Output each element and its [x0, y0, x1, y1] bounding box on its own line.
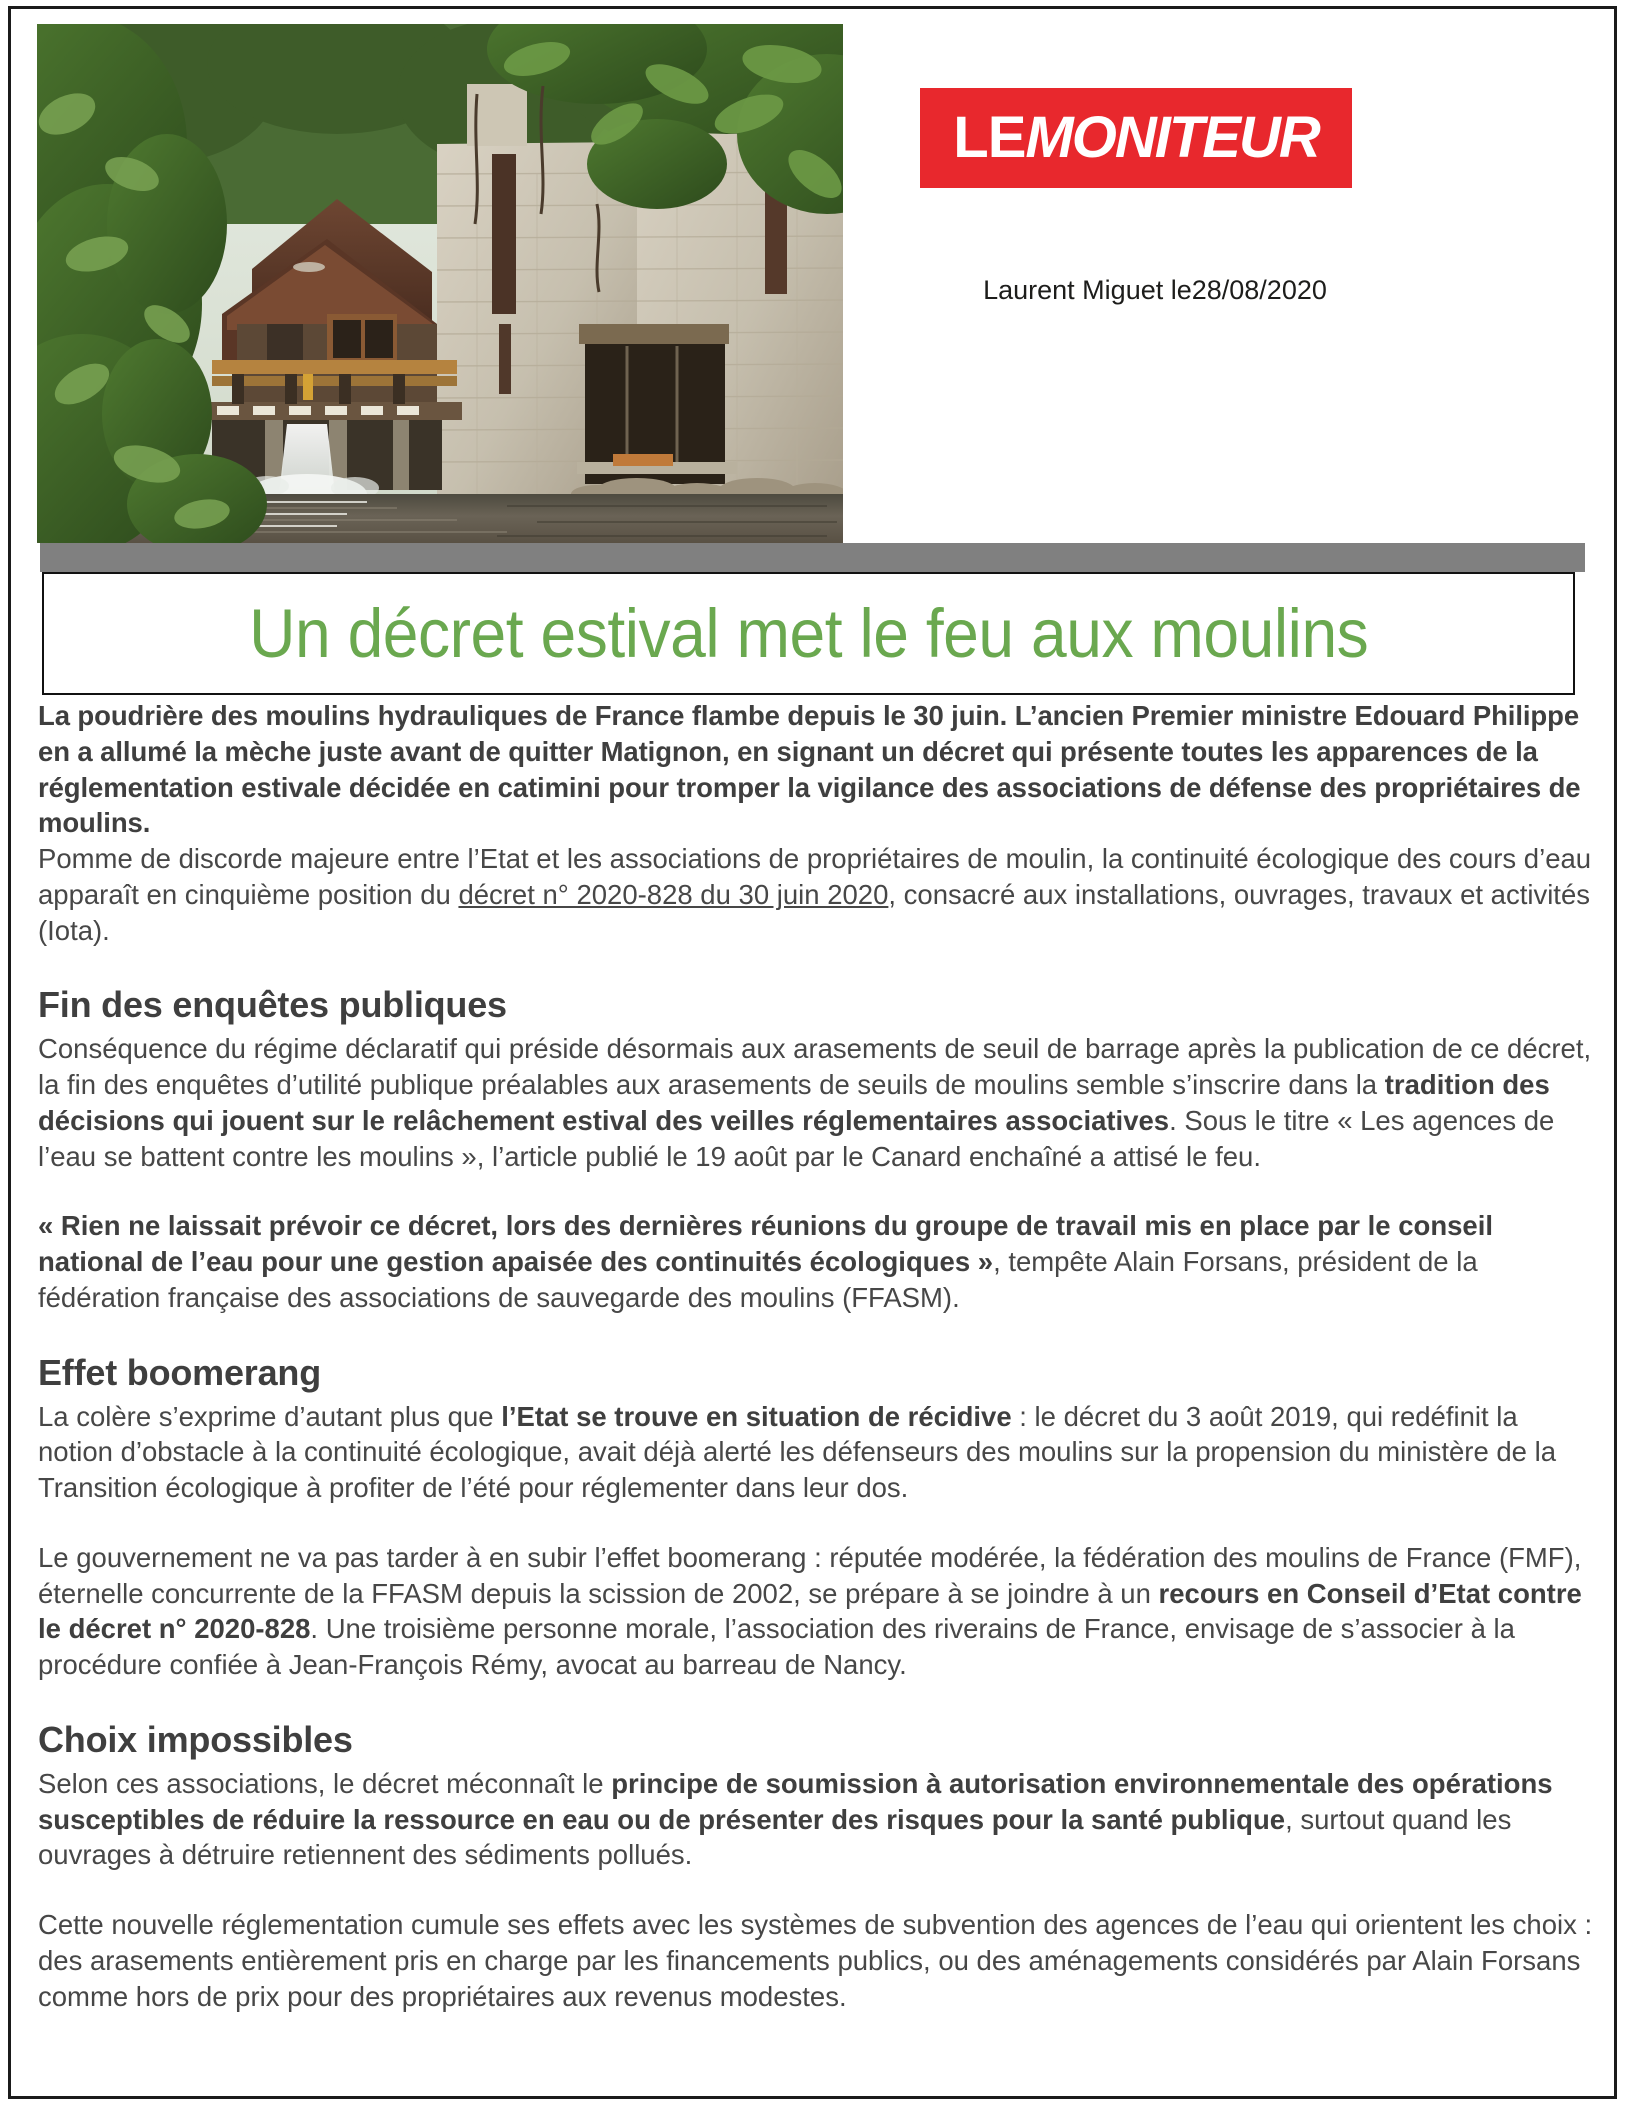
page-title: Un décret estival met le feu aux moulins	[248, 595, 1369, 672]
text-run-bold: « Rien ne laissait prévoir ce décret, lors des dernières réunions du groupe de travail mis en place par le conseil national de l’eau pour une gestion apaisée des continuités écologiques »	[38, 1210, 1493, 1277]
watermill-photo	[37, 24, 843, 543]
spacer	[38, 1174, 1594, 1208]
section-1-paragraph-1	[38, 1031, 1594, 1174]
decree-link[interactable]: décret n° 2020-828 du 30 juin 2020	[458, 878, 889, 910]
section-3-paragraph-1	[38, 1766, 1594, 1873]
intro-text-before-link: Pomme de discorde majeure entre l’Etat et les associations de propriétaires de moulin, la continuité écologique des cours d’eau apparaît en cinquième position du	[38, 843, 1592, 910]
spacer	[38, 1873, 1594, 1907]
section-3-paragraph-2: Cette nouvelle réglementation cumule ses effets avec les systèmes de subvention des agences de l’eau qui orientent les choix : des arasements entièrement pris en charge par les financements publics, ou des aménagements considérés par Alain Forsans comme hors de prix pour des propriétaires aux revenus modestes.	[38, 1909, 1593, 2012]
text-run: . Sous le titre « Les agences de l’eau se battent contre les moulins », l’article publié le 19 août par le Canard enchaîné a attisé le feu.	[38, 1104, 1555, 1172]
section-heading-3: Choix impossibles	[38, 1718, 353, 1760]
logo-text-part2: MONITEUR	[1025, 105, 1319, 170]
text-run: : le décret du 3 août 2019, qui redéfinit la notion d’obstacle à la continuité écologique, avait déjà alerté les défenseurs des moulins sur la propension du ministère de la Transition écologique à profiter de l’été pour réglementer dans leur dos.	[38, 1400, 1557, 1503]
text-run: , tempête Alain Forsans, président de la fédération française des associations de sauvegarde des moulins (FFASM).	[38, 1246, 1478, 1313]
header-gray-divider	[40, 543, 1585, 572]
article-intro-paragraph	[38, 841, 1594, 948]
text-run: Conséquence du régime déclaratif qui préside désormais aux arasements de seuil de barrage après la publication de ce décret, la fin des enquêtes d’utilité publique préalables aux arasements de seuils de moulins semble s’inscrire dans la	[38, 1033, 1592, 1100]
text-run: La colère s’exprime d’autant plus que	[38, 1400, 502, 1432]
section-2-paragraph-2	[38, 1540, 1594, 1683]
text-run-bold: tradition des décisions qui jouent sur le relâchement estival des veilles réglementaires associatives	[38, 1069, 1550, 1136]
section-2-paragraph-1	[38, 1399, 1594, 1506]
article-body	[38, 698, 1594, 2014]
spacer	[38, 1316, 1594, 1350]
intro-text-after-link: , consacré aux installations, ouvrages, travaux et activités (Iota).	[38, 878, 1590, 946]
logo-text	[953, 105, 1319, 170]
text-run-bold: principe de soumission à autorisation environnementale des opérations susceptibles de réduire la ressource en eau ou de présenter des risques pour la santé publique	[38, 1767, 1553, 1835]
section-1-paragraph-2	[38, 1208, 1594, 1315]
section-heading-1: Fin des enquêtes publiques	[38, 984, 507, 1026]
spacer	[38, 948, 1594, 982]
byline: Laurent Miguet le28/08/2020	[983, 275, 1327, 305]
section-heading-2: Effet boomerang	[38, 1351, 322, 1393]
logo-red-box	[920, 88, 1352, 188]
text-run-bold: recours en Conseil d’Etat contre le décret n° 2020-828	[38, 1577, 1582, 1645]
spacer	[38, 1683, 1594, 1717]
spacer	[38, 1506, 1594, 1540]
text-run: Selon ces associations, le décret méconnaît le	[38, 1767, 612, 1799]
text-run: Le gouvernement ne va pas tarder à en subir l’effet boomerang : réputée modérée, la fédération des moulins de France (FMF), éternelle concurrente de la FFASM depuis la scission de 2002, se prépare à se joindre à un	[38, 1541, 1582, 1609]
text-run: , surtout quand les ouvrages à détruire retiennent des sédiments pollués.	[38, 1803, 1512, 1871]
article-lead: La poudrière des moulins hydrauliques de France flambe depuis le 30 juin. L’ancien Premier ministre Edouard Philippe en a allumé la mèche juste avant de quitter Matignon, en signant un décret qui présente toutes les apparences de la réglementation estivale décidée en catimini pour tromper la vigilance des associations de défense des propriétaires de moulins.	[38, 700, 1581, 839]
article-header	[0, 0, 1625, 545]
text-run: . Une troisième personne morale, l’association des riverains de France, envisage de s’associer à la procédure confiée à Jean-François Rémy, avocat au barreau de Nancy.	[38, 1613, 1515, 1680]
logo-text-part1: LE	[953, 105, 1026, 170]
text-run-bold: l’Etat se trouve en situation de récidive	[501, 1400, 1012, 1432]
le-moniteur-logo	[920, 88, 1352, 188]
article-title-box	[42, 572, 1575, 695]
